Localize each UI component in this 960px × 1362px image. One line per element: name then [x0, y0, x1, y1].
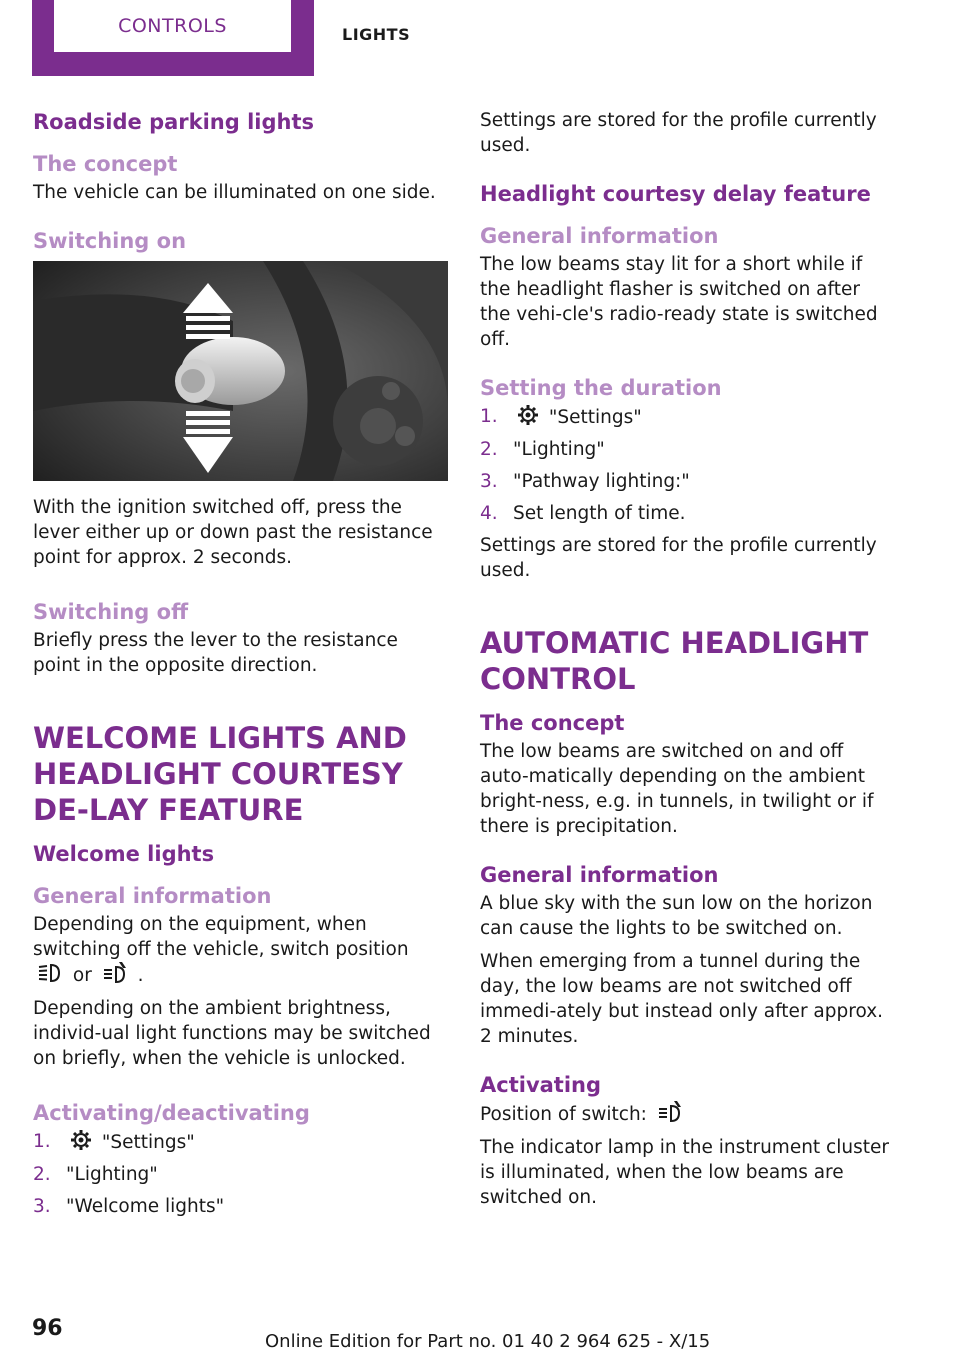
auto-section-title: AUTOMATIC HEADLIGHT CONTROL	[480, 626, 869, 696]
auto-headlight-icon	[102, 962, 128, 984]
switching-on-text: With the ignition switched off, press the lever either up or down past the resistance point for approx. 2 seconds.	[33, 497, 433, 568]
general-text-left-2: Depending on the ambient brightness, individ-ual light functions may be switched on briefly, when the vehicle is unlocked.	[33, 998, 431, 1069]
activating-text: Position of switch:	[480, 1101, 890, 1127]
list-item: 1. "Settings"	[480, 406, 642, 428]
list-item: 2. "Lighting"	[33, 1164, 158, 1185]
left-column	[33, 108, 443, 1226]
stored-text-2: Settings are stored for the profile currently used.	[480, 535, 877, 581]
indicator-text: The indicator lamp in the instrument cluster is illuminated, when the low beams are switched on.	[480, 1137, 889, 1208]
activating-deactivating-title: Activating/deactivating	[33, 1101, 310, 1125]
welcome-steps-list	[33, 1129, 443, 1219]
tab-lights-label[interactable]: LIGHTS	[342, 25, 411, 44]
parking-light-icon	[37, 962, 63, 984]
list-item: 2. "Lighting"	[480, 439, 605, 460]
general-text-left-1: Depending on the equipment, when switching off the vehicle, switch position or .	[33, 914, 409, 986]
roadside-title: Roadside parking lights	[33, 110, 315, 134]
activating-title: Activating	[480, 1073, 602, 1097]
switching-off-text: Briefly press the lever to the resistance point in the opposite direction.	[33, 630, 398, 676]
courtesy-title: Headlight courtesy delay feature	[480, 182, 871, 206]
tab-controls-label: CONTROLS	[54, 0, 291, 52]
auto-headlight-icon	[657, 1101, 683, 1123]
header-tabbar	[0, 0, 960, 78]
concept-text: The vehicle can be illuminated on one side.	[33, 182, 436, 203]
general-title-right: General information	[480, 224, 719, 248]
switching-on-title: Switching on	[33, 229, 187, 253]
gear-icon	[70, 1129, 92, 1151]
stored-text-1: Settings are stored for the profile currently used.	[480, 110, 877, 156]
general2-text-2: When emerging from a tunnel during the day, the low beams are not switched off immedi-ately but instead only after approx. 2 minutes.	[480, 951, 884, 1047]
duration-title: Setting the duration	[480, 376, 722, 400]
list-item: 3. "Pathway lighting:"	[480, 471, 690, 492]
tab-controls[interactable]	[32, 0, 314, 76]
general2-title: General information	[480, 863, 719, 887]
edition-line: Online Edition for Part no. 01 40 2 964 625 - X/15	[265, 1331, 711, 1352]
right-column	[480, 108, 890, 1218]
page-number: 96	[32, 1316, 63, 1341]
steering-lever-photo	[33, 261, 448, 481]
switching-off-title: Switching off	[33, 600, 189, 624]
list-item: 4. Set length of time.	[480, 503, 686, 524]
list-item: 3. "Welcome lights"	[33, 1196, 225, 1217]
concept-title-right: The concept	[480, 711, 625, 735]
general-title-left: General information	[33, 884, 272, 908]
general2-text-1: A blue sky with the sun low on the horizon can cause the lights to be switched on.	[480, 893, 873, 939]
concept-text-right: The low beams are switched on and off auto-matically depending on the ambient bright-ness, e.g. in tunnels, in twilight or if there is precipitation.	[480, 741, 874, 837]
list-item: 1. "Settings"	[33, 1131, 195, 1153]
gear-icon	[517, 404, 539, 426]
duration-steps-list	[480, 404, 890, 526]
general-text-right: The low beams stay lit for a short while if the headlight flasher is switched on after the vehi-cle's radio-ready state is switched off.	[480, 254, 878, 350]
concept-title: The concept	[33, 152, 178, 176]
welcome-title: Welcome lights	[33, 842, 215, 866]
welcome-section-title: WELCOME LIGHTS AND HEADLIGHT COURTESY DE-LAY FEATURE	[33, 721, 407, 827]
